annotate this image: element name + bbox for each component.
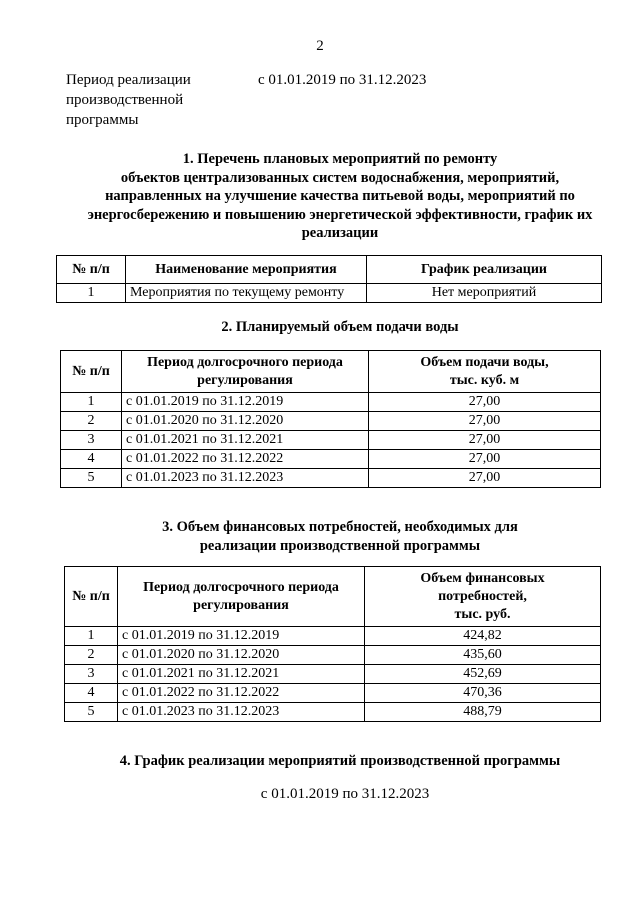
- row-value: 27,00: [369, 431, 601, 450]
- section4-title: 4. График реализации мероприятий производственной программы: [119, 753, 561, 769]
- period-label: Период реализации производственной программы: [66, 72, 191, 128]
- section4-period: с 01.01.2019 по 31.12.2023: [260, 786, 430, 802]
- row-number: 2: [65, 646, 118, 665]
- header-cell: Период долгосрочного периода регулирования: [122, 351, 369, 393]
- row-value: 27,00: [369, 450, 601, 469]
- row-period: с 01.01.2023 по 31.12.2023: [122, 469, 369, 488]
- page-number: 2: [316, 38, 324, 54]
- row-number: 3: [65, 665, 118, 684]
- row-number: 1: [57, 284, 126, 303]
- row-number: 4: [65, 684, 118, 703]
- table-row: [65, 627, 601, 646]
- table-row: [65, 665, 601, 684]
- table-row: [65, 684, 601, 703]
- row-value: 27,00: [369, 469, 601, 488]
- row-period: с 01.01.2021 по 31.12.2021: [118, 665, 365, 684]
- row-value: 470,36: [365, 684, 601, 703]
- table-row: [61, 393, 601, 412]
- row-value: 424,82: [365, 627, 601, 646]
- water-supply-table: [60, 350, 601, 488]
- period-value: с 01.01.2019 по 31.12.2023: [258, 72, 427, 88]
- section2-title: 2. Планируемый объем подачи воды: [221, 319, 459, 335]
- row-period: с 01.01.2023 по 31.12.2023: [118, 703, 365, 722]
- row-number: 1: [61, 393, 122, 412]
- row-value: 435,60: [365, 646, 601, 665]
- activities-table: [56, 255, 602, 303]
- row-period: с 01.01.2022 по 31.12.2022: [122, 450, 369, 469]
- row-value: 488,79: [365, 703, 601, 722]
- activity-schedule: Нет мероприятий: [367, 284, 602, 303]
- table-header-row: [61, 351, 601, 393]
- row-number: 3: [61, 431, 122, 450]
- section3-title: 3. Объем финансовых потребностей, необходимых для реализации производственной программы: [162, 519, 518, 554]
- row-number: 5: [65, 703, 118, 722]
- financial-needs-table: [64, 566, 601, 722]
- table-row: [61, 450, 601, 469]
- row-number: 1: [65, 627, 118, 646]
- row-period: с 01.01.2020 по 31.12.2020: [118, 646, 365, 665]
- row-number: 5: [61, 469, 122, 488]
- table-row: [61, 469, 601, 488]
- section1-title: 1. Перечень плановых мероприятий по ремонту объектов централизованных систем водоснабжения, мероприятий, направленных на улучшение качества питьевой воды, мероприятий по энергосбережению и повышению энергетической эффективности, график их реализации: [87, 151, 593, 241]
- row-value: 27,00: [369, 412, 601, 431]
- table-row: [65, 703, 601, 722]
- header-cell: № п/п: [57, 256, 126, 284]
- header-cell: График реализации: [367, 256, 602, 284]
- row-period: с 01.01.2022 по 31.12.2022: [118, 684, 365, 703]
- table-row: [61, 431, 601, 450]
- table-row: [61, 412, 601, 431]
- activity-name: Мероприятия по текущему ремонту: [126, 284, 367, 303]
- header-cell: Наименование мероприятия: [126, 256, 367, 284]
- row-period: с 01.01.2021 по 31.12.2021: [122, 431, 369, 450]
- row-period: с 01.01.2019 по 31.12.2019: [122, 393, 369, 412]
- row-value: 452,69: [365, 665, 601, 684]
- row-value: 27,00: [369, 393, 601, 412]
- table-row: [65, 646, 601, 665]
- header-cell: № п/п: [65, 567, 118, 627]
- header-cell: № п/п: [61, 351, 122, 393]
- row-period: с 01.01.2020 по 31.12.2020: [122, 412, 369, 431]
- table-header-row: [57, 256, 602, 284]
- table-header-row: [65, 567, 601, 627]
- row-period: с 01.01.2019 по 31.12.2019: [118, 627, 365, 646]
- header-cell: Объем финансовых потребностей, тыс. руб.: [365, 567, 601, 627]
- row-number: 2: [61, 412, 122, 431]
- table-row: [57, 284, 602, 303]
- row-number: 4: [61, 450, 122, 469]
- header-cell: Объем подачи воды, тыс. куб. м: [369, 351, 601, 393]
- header-cell: Период долгосрочного периода регулирования: [118, 567, 365, 627]
